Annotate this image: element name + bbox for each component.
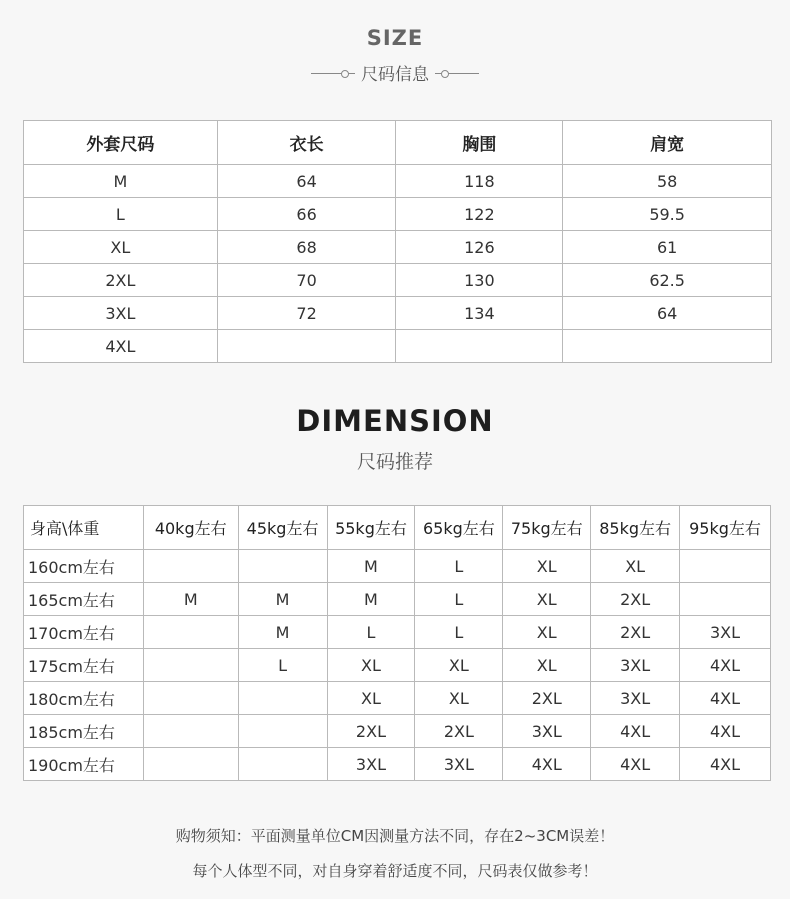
size-subtitle-row [0, 60, 790, 85]
recommended-size-cell: XL [327, 682, 415, 715]
recommended-size-cell: XL [503, 550, 591, 583]
recommended-size-cell: 4XL [680, 715, 771, 748]
recommendation-table [23, 505, 771, 781]
size-value-cell: 64 [217, 165, 396, 198]
size-table-row [24, 264, 772, 297]
recommended-size-cell: 3XL [591, 649, 680, 682]
size-value-cell: 66 [217, 198, 396, 231]
weight-header-cell: 40kg左右 [143, 506, 238, 550]
fit-note: 每个人体型不同，对自身穿着舒适度不同，尺码表仅做参考！ [192, 862, 598, 880]
recommended-size-cell: XL [327, 649, 415, 682]
recommended-size-cell: 4XL [591, 748, 680, 781]
size-value-cell: 61 [563, 231, 772, 264]
recommendation-header-row [24, 506, 771, 550]
height-label-cell: 170cm左右 [24, 616, 144, 649]
recommendation-row [24, 682, 771, 715]
recommended-size-cell: XL [415, 649, 503, 682]
size-label-cell: 3XL [24, 297, 218, 330]
recommended-size-cell: 2XL [591, 616, 680, 649]
size-subtitle: 尺码信息 [361, 65, 429, 85]
weight-header-cell: 55kg左右 [327, 506, 415, 550]
weight-header-cell: 75kg左右 [503, 506, 591, 550]
recommended-size-cell [143, 682, 238, 715]
size-value-cell: 130 [396, 264, 563, 297]
recommended-size-cell [143, 748, 238, 781]
size-table-row [24, 198, 772, 231]
recommended-size-cell: XL [503, 649, 591, 682]
size-value-cell: 134 [396, 297, 563, 330]
recommendation-row [24, 616, 771, 649]
size-value-cell: 58 [563, 165, 772, 198]
recommendation-corner-cell: 身高\体重 [24, 506, 144, 550]
recommendation-row [24, 649, 771, 682]
recommended-size-cell: XL [591, 550, 680, 583]
recommended-size-cell: L [415, 616, 503, 649]
recommended-size-cell: 3XL [327, 748, 415, 781]
recommended-size-cell: M [238, 583, 327, 616]
recommended-size-cell: 4XL [680, 649, 771, 682]
recommended-size-cell: M [143, 583, 238, 616]
recommendation-row [24, 550, 771, 583]
recommended-size-cell: 2XL [327, 715, 415, 748]
recommended-size-cell [238, 748, 327, 781]
recommended-size-cell: M [238, 616, 327, 649]
size-label-cell: M [24, 165, 218, 198]
size-table-row [24, 231, 772, 264]
recommended-size-cell: XL [415, 682, 503, 715]
size-value-cell: 70 [217, 264, 396, 297]
size-value-cell: 72 [217, 297, 396, 330]
recommended-size-cell [143, 616, 238, 649]
recommended-size-cell [238, 682, 327, 715]
weight-header-cell: 95kg左右 [680, 506, 771, 550]
size-label-cell: XL [24, 231, 218, 264]
size-value-cell [217, 330, 396, 363]
recommended-size-cell: 4XL [680, 682, 771, 715]
size-value-cell: 126 [396, 231, 563, 264]
ornament-left-icon [311, 67, 355, 79]
recommended-size-cell: 2XL [591, 583, 680, 616]
size-header-cell: 外套尺码 [24, 121, 218, 165]
recommended-size-cell: 3XL [415, 748, 503, 781]
height-label-cell: 165cm左右 [24, 583, 144, 616]
size-header-cell: 胸围 [396, 121, 563, 165]
height-label-cell: 185cm左右 [24, 715, 144, 748]
recommended-size-cell: 4XL [591, 715, 680, 748]
recommended-size-cell: L [415, 550, 503, 583]
recommendation-row [24, 748, 771, 781]
shopping-note: 购物须知：平面测量单位CM因测量方法不同，存在2~3CM误差！ [175, 827, 615, 845]
size-value-cell: 64 [563, 297, 772, 330]
recommended-size-cell [143, 550, 238, 583]
size-table-row [24, 165, 772, 198]
size-value-cell: 122 [396, 198, 563, 231]
dimension-heading: DIMENSION [296, 404, 494, 438]
recommended-size-cell [143, 715, 238, 748]
size-table-row [24, 297, 772, 330]
recommended-size-cell [143, 649, 238, 682]
dimension-subtitle: 尺码推荐 [356, 451, 433, 473]
size-label-cell: 4XL [24, 330, 218, 363]
size-table [23, 120, 772, 363]
recommended-size-cell [238, 550, 327, 583]
recommended-size-cell: 3XL [680, 616, 771, 649]
recommended-size-cell: M [327, 550, 415, 583]
recommended-size-cell [680, 583, 771, 616]
recommended-size-cell: 4XL [680, 748, 771, 781]
height-label-cell: 190cm左右 [24, 748, 144, 781]
recommended-size-cell: 4XL [503, 748, 591, 781]
size-value-cell: 59.5 [563, 198, 772, 231]
recommended-size-cell [680, 550, 771, 583]
size-value-cell: 62.5 [563, 264, 772, 297]
height-label-cell: 160cm左右 [24, 550, 144, 583]
size-table-header-row [24, 121, 772, 165]
recommended-size-cell: XL [503, 583, 591, 616]
recommended-size-cell: 2XL [503, 682, 591, 715]
size-heading: SIZE [366, 26, 424, 50]
recommended-size-cell: M [327, 583, 415, 616]
size-header-cell: 衣长 [217, 121, 396, 165]
weight-header-cell: 85kg左右 [591, 506, 680, 550]
ornament-right-icon [435, 67, 479, 79]
size-value-cell [563, 330, 772, 363]
recommended-size-cell: L [327, 616, 415, 649]
size-value-cell: 68 [217, 231, 396, 264]
size-value-cell: 118 [396, 165, 563, 198]
recommended-size-cell: 3XL [591, 682, 680, 715]
recommended-size-cell: XL [503, 616, 591, 649]
size-header-cell: 肩宽 [563, 121, 772, 165]
recommended-size-cell: 3XL [503, 715, 591, 748]
recommended-size-cell: L [238, 649, 327, 682]
recommended-size-cell [238, 715, 327, 748]
height-label-cell: 180cm左右 [24, 682, 144, 715]
recommended-size-cell: L [415, 583, 503, 616]
size-label-cell: L [24, 198, 218, 231]
size-label-cell: 2XL [24, 264, 218, 297]
weight-header-cell: 45kg左右 [238, 506, 327, 550]
height-label-cell: 175cm左右 [24, 649, 144, 682]
recommendation-row [24, 715, 771, 748]
weight-header-cell: 65kg左右 [415, 506, 503, 550]
size-value-cell [396, 330, 563, 363]
size-table-row [24, 330, 772, 363]
recommendation-row [24, 583, 771, 616]
recommended-size-cell: 2XL [415, 715, 503, 748]
